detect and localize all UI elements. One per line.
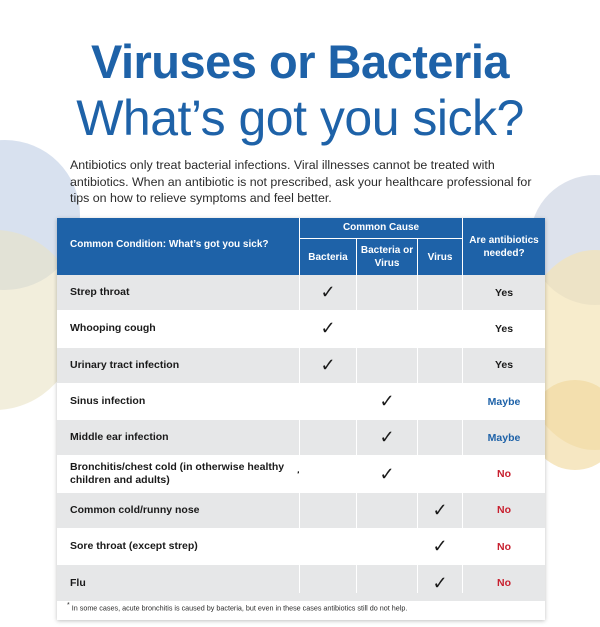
header-virus: Virus — [427, 251, 453, 263]
checkmark-icon: ✓ — [432, 536, 448, 557]
condition-cell — [70, 456, 300, 491]
antibiotics-needed-cell — [463, 529, 545, 564]
table-body — [57, 275, 545, 602]
table-row — [57, 456, 545, 492]
virus-cell — [418, 311, 462, 346]
bacteria-cell — [300, 348, 356, 383]
condition-text: Bronchitis/chest cold (in otherwise healthy children and adults) — [70, 461, 285, 487]
condition-text: Middle ear infection — [70, 431, 169, 444]
antibiotics-needed-cell — [463, 311, 545, 346]
bacteria-or-virus-cell — [357, 384, 417, 419]
column-divider — [417, 275, 418, 593]
condition-text: Flu — [70, 576, 86, 589]
header-bacteria-or-virus: Bacteria or Virus — [360, 245, 414, 269]
title-line-2: What’s got you sick? — [76, 90, 524, 146]
virus-cell — [418, 348, 462, 383]
table-row — [57, 311, 545, 347]
column-divider — [299, 275, 300, 593]
condition-text: Sore throat (except strep) — [70, 540, 198, 553]
checkmark-icon: ✓ — [320, 318, 336, 339]
answer-text: Maybe — [487, 395, 521, 408]
checkmark-icon: ✓ — [379, 427, 395, 448]
virus-cell — [418, 493, 462, 528]
footnote-mark: * — [67, 602, 70, 609]
bacteria-or-virus-cell — [357, 311, 417, 346]
header-common-cause: Common Cause — [342, 222, 420, 233]
bacteria-or-virus-cell — [357, 493, 417, 528]
virus-cell — [418, 456, 462, 491]
header-divider — [356, 239, 357, 275]
virus-cell — [418, 275, 462, 310]
checkmark-icon: ✓ — [432, 499, 448, 520]
answer-text: Maybe — [487, 431, 521, 444]
bacteria-or-virus-cell — [357, 275, 417, 310]
footnote-text: In some cases, acute bronchitis is caused by bacteria, but even in these cases antibiotics still do not help. — [71, 603, 408, 613]
virus-cell — [418, 565, 462, 600]
bacteria-cell — [300, 456, 356, 491]
antibiotics-needed-cell — [463, 493, 545, 528]
antibiotics-needed-cell — [463, 565, 545, 600]
bacteria-or-virus-cell — [357, 456, 417, 491]
condition-cell — [70, 384, 300, 419]
bacteria-or-virus-cell — [357, 348, 417, 383]
condition-cell — [70, 348, 300, 383]
answer-text: No — [497, 504, 511, 517]
header-condition: Common Condition: What’s got you sick? — [70, 239, 269, 250]
answer-text: No — [497, 540, 511, 553]
condition-text: Whooping cough — [70, 322, 156, 335]
condition-text: Sinus infection — [70, 395, 146, 408]
condition-text: Urinary tract infection — [70, 358, 180, 371]
antibiotics-needed-cell — [463, 275, 545, 310]
checkmark-icon: ✓ — [320, 282, 336, 303]
bacteria-cell — [300, 384, 356, 419]
antibiotics-needed-cell — [463, 384, 545, 419]
bacteria-cell — [300, 493, 356, 528]
condition-cell — [70, 275, 300, 310]
bacteria-cell — [300, 529, 356, 564]
condition-text: Strep throat — [70, 286, 130, 299]
antibiotics-needed-cell — [463, 420, 545, 455]
antibiotics-needed-cell — [463, 348, 545, 383]
header-antibiotics-needed: Are antibiotics needed? — [469, 234, 539, 259]
table-row — [57, 348, 545, 384]
checkmark-icon: ✓ — [379, 463, 395, 484]
title-line-1: Viruses or Bacteria — [90, 35, 510, 88]
column-divider — [356, 275, 357, 593]
answer-text: No — [497, 468, 511, 481]
bacteria-cell — [300, 420, 356, 455]
answer-text: Yes — [494, 322, 514, 335]
table-row — [57, 565, 545, 601]
bacteria-or-virus-cell — [357, 529, 417, 564]
bacteria-cell — [300, 565, 356, 600]
condition-cell — [70, 311, 300, 346]
checkmark-icon: ✓ — [432, 572, 448, 593]
table-row — [57, 420, 545, 456]
bacteria-or-virus-cell — [357, 420, 417, 455]
table-row — [57, 275, 545, 311]
checkmark-icon: ✓ — [379, 391, 395, 412]
answer-text: No — [497, 577, 511, 590]
antibiotics-table — [57, 218, 545, 620]
table-row — [57, 384, 545, 420]
virus-cell — [418, 384, 462, 419]
header-divider — [299, 218, 300, 275]
condition-cell — [70, 493, 300, 528]
checkmark-icon: ✓ — [320, 354, 336, 375]
answer-text: Yes — [494, 286, 514, 299]
antibiotics-needed-cell — [463, 456, 545, 491]
virus-cell — [418, 420, 462, 455]
condition-cell — [70, 565, 300, 600]
table-header — [57, 218, 545, 275]
bacteria-or-virus-cell — [357, 565, 417, 600]
header-divider — [417, 239, 418, 275]
virus-cell — [418, 529, 462, 564]
condition-cell — [70, 420, 300, 455]
answer-text: Yes — [494, 359, 514, 372]
column-divider — [462, 275, 463, 593]
header-bacteria: Bacteria — [308, 251, 348, 263]
table-row — [57, 529, 545, 565]
table-row — [57, 493, 545, 529]
intro-paragraph: Antibiotics only treat bacterial infections. Viral illnesses cannot be treated with antibiotics. When an antibiotic is not prescribed, ask your healthcare professional for tips on how to relieve symptoms and feel better. — [70, 158, 532, 205]
bacteria-cell — [300, 311, 356, 346]
footnote — [67, 602, 407, 612]
bacteria-cell — [300, 275, 356, 310]
header-divider — [462, 218, 463, 275]
condition-cell — [70, 529, 300, 564]
condition-text: Common cold/runny nose — [70, 503, 200, 516]
